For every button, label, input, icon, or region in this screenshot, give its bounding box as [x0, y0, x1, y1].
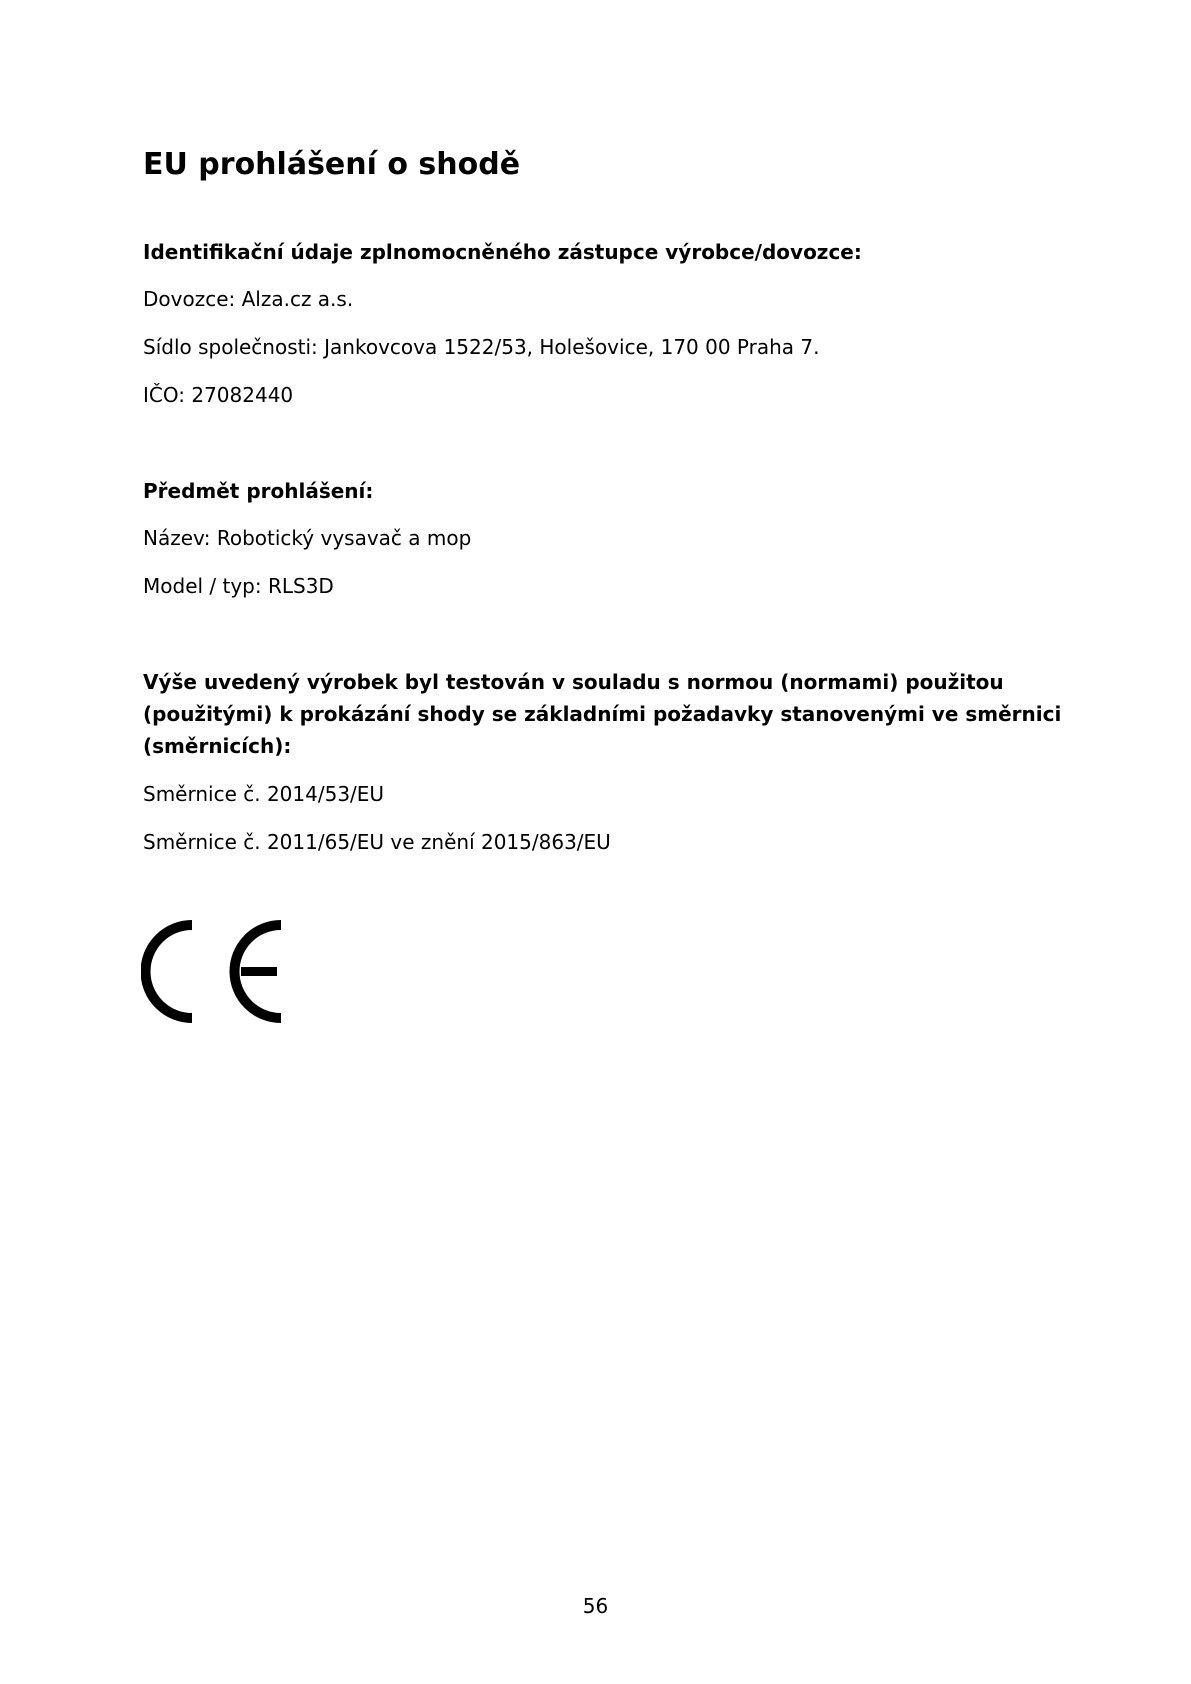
compliance-heading — [143, 666, 1061, 762]
model-line: Model / typ: RLS3D — [143, 574, 334, 598]
page-number: 56 — [582, 1594, 609, 1618]
directive-line: Směrnice č. 2014/53/EU — [143, 782, 385, 806]
product-name-line: Název: Robotický vysavač a mop — [143, 526, 472, 550]
page-title: EU prohlášení o shodě — [143, 147, 521, 182]
importer-line: Dovozce: Alza.cz a.s. — [143, 287, 354, 311]
company-id-line: IČO: 27082440 — [143, 383, 294, 407]
ce-mark-e-bar — [241, 967, 277, 976]
identification-heading: Identifikační údaje zplnomocněného zástupce výrobce/dovozce: — [143, 240, 862, 264]
compliance-heading-line: (směrnicích): — [143, 734, 292, 758]
ce-mark-icon — [141, 920, 286, 1023]
compliance-heading-line: Výše uvedený výrobek byl testován v souladu s normou (normami) použitou — [143, 670, 1004, 694]
ce-mark-c-shape — [146, 925, 193, 1018]
directive-line: Směrnice č. 2011/65/EU ve znění 2015/863/EU — [143, 830, 611, 854]
subject-heading: Předmět prohlášení: — [143, 479, 374, 503]
compliance-heading-line: (použitými) k prokázání shody se základními požadavky stanovenými ve směrnici — [143, 702, 1062, 726]
address-line: Sídlo společnosti: Jankovcova 1522/53, Holešovice, 170 00 Praha 7. — [143, 335, 820, 359]
